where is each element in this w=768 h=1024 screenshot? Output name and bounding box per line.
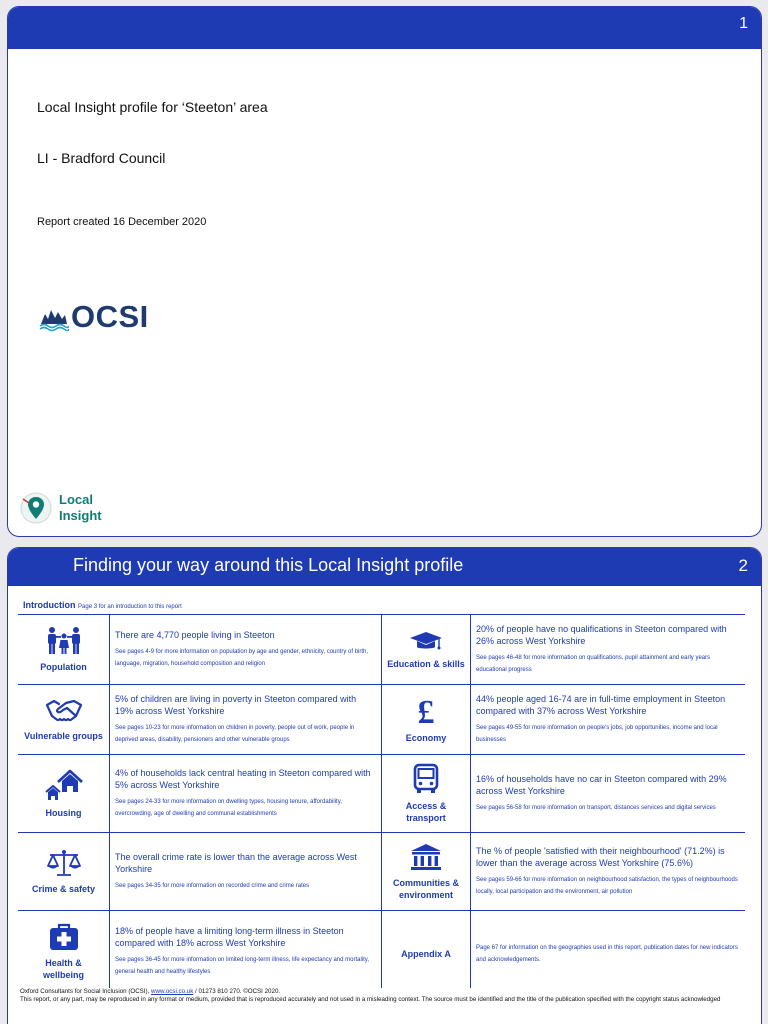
houses-icon xyxy=(44,768,84,802)
table-row xyxy=(18,911,745,991)
section-label: Economy xyxy=(405,733,447,743)
section-crime-safety[interactable] xyxy=(18,833,110,910)
summary-pages-note: See pages 59-66 for more information on neighbourhood satisfaction, the types of neighbourhoods locally, local participation and the environment, air pollution xyxy=(476,877,738,895)
page-header-bar xyxy=(8,548,761,586)
summary-pages-note: See pages 4-9 for more information on population by age and gender, ethnicity, country of birth, language, migration, household composition and religion xyxy=(115,649,369,667)
people-icon xyxy=(45,626,83,656)
report-title: Local Insight profile for ‘Steeton’ area xyxy=(37,99,268,115)
svg-text:£: £ xyxy=(417,695,435,727)
page-number: 1 xyxy=(739,15,748,32)
section-access-transport[interactable] xyxy=(382,755,471,832)
map-pin-icon xyxy=(19,491,53,525)
summary-headline: 4% of households lack central heating in Steeton compared with 5% across West Yorkshire xyxy=(115,768,371,790)
summary-headline: 20% of people have no qualifications in Steeton compared with 26% across West Yorkshire xyxy=(476,624,727,646)
building-columns-icon xyxy=(409,842,443,872)
section-communities-environment[interactable] xyxy=(382,833,471,910)
section-housing[interactable] xyxy=(18,755,110,832)
section-label-line2: transport xyxy=(406,813,446,823)
local-insight-logo xyxy=(19,491,102,525)
summary-headline: 18% of people have a limiting long-term illness in Steeton compared with 18% across West Yorkshire xyxy=(115,925,344,948)
ocsi-logo xyxy=(39,301,149,332)
scales-icon xyxy=(46,848,82,878)
summary-headline: 5% of children are living in poverty in Steeton compared with 19% across West Yorkshire xyxy=(115,694,357,716)
section-label-line2: wellbeing xyxy=(42,969,84,980)
section-label-line1: Access & xyxy=(405,801,447,811)
section-summary xyxy=(471,685,745,754)
summary-pages-note: See pages 36-45 for more information on limited long-term illness, life expectancy and mortality, general health and healthy lifestyles xyxy=(115,956,370,975)
section-vulnerable-groups[interactable] xyxy=(18,685,110,754)
section-label: Crime & safety xyxy=(31,884,96,894)
first-aid-kit-icon xyxy=(48,922,80,952)
section-label: Vulnerable groups xyxy=(24,731,103,741)
ocsi-wave-icon xyxy=(39,302,69,332)
section-label: Housing xyxy=(45,808,82,818)
summary-headline: The overall crime rate is lower than the average across West Yorkshire xyxy=(115,852,357,874)
local-insight-logo-line2: Insight xyxy=(59,508,102,523)
section-summary xyxy=(471,615,745,684)
introduction-note: Page 3 for an introduction to this report xyxy=(78,604,182,610)
table-row xyxy=(18,755,745,833)
local-insight-logo-line1: Local xyxy=(59,492,93,507)
section-education-skills[interactable] xyxy=(382,615,471,684)
table-row xyxy=(18,685,745,755)
bus-icon xyxy=(412,763,440,795)
section-summary xyxy=(110,685,382,754)
summary-headline: 44% people aged 16-74 are in full-time employment in Steeton compared with 37% across West Yorkshire xyxy=(476,694,726,716)
summary-pages-note: See pages 56-58 for more information on transport, distances services and digital services xyxy=(476,805,716,811)
page-number: 2 xyxy=(738,556,748,575)
section-summary xyxy=(110,833,382,910)
section-summary xyxy=(471,911,745,991)
report-date: Report created 16 December 2020 xyxy=(37,216,207,228)
section-health-wellbeing[interactable] xyxy=(18,911,110,991)
summary-pages-note: Page 67 for information on the geographies used in this report, publication dates for new indicators and acknowledgements. xyxy=(476,944,738,963)
ocsi-logo-text: OCSI xyxy=(71,299,149,334)
footer-reproduction-notice: This report, or any part, may be reproduced in any format or medium, provided that is reproduced accurately and not used in a misleading context. The source must be identified and the title of the publication specified with the copyright status acknowledged xyxy=(20,996,721,1003)
section-summary xyxy=(110,615,382,684)
summary-pages-note: See pages 46-48 for more information on qualifications, pupil attainment and early years educational progress xyxy=(476,655,711,673)
pound-sign-icon xyxy=(412,695,440,727)
section-label-line2: environment xyxy=(398,890,453,900)
graduation-cap-icon xyxy=(408,629,444,653)
summary-headline: The % of people 'satisfied with their neighbourhood' (71.2%) is lower than the average across West Yorkshire (75.6%) xyxy=(476,846,725,868)
footer-contact: / 01273 810 270. ©OCSI 2020. xyxy=(193,988,281,995)
footer-org: Oxford Consultants for Social Inclusion (OCSI), xyxy=(20,988,152,995)
section-label: Population xyxy=(40,662,87,672)
section-summary xyxy=(471,755,745,832)
section-appendix-a[interactable] xyxy=(382,911,471,991)
ocsi-website-link[interactable]: www.ocsi.co.uk xyxy=(151,988,194,995)
page-title: Finding your way around this Local Insight profile xyxy=(73,555,464,575)
table-row xyxy=(18,833,745,911)
copyright-footer xyxy=(20,988,727,1004)
section-label-line1: Communities & xyxy=(392,878,459,888)
section-population[interactable] xyxy=(18,615,110,684)
introduction-heading: Introduction xyxy=(23,600,76,610)
section-label: Appendix A xyxy=(401,948,451,959)
council-name: LI - Bradford Council xyxy=(37,150,166,166)
summary-pages-note: See pages 10-23 for more information on children in poverty, people out of work, people in deprived areas, disability, pensioners and other vulnerable groups xyxy=(115,725,355,743)
section-summary xyxy=(110,911,382,991)
section-summary xyxy=(471,833,745,910)
page-header-bar xyxy=(8,7,761,49)
summary-headline: 16% of households have no car in Steeton compared with 29% across West Yorkshire xyxy=(476,774,727,796)
section-label: Education & skills xyxy=(387,659,465,669)
handshake-icon xyxy=(45,697,83,725)
summary-headline: There are 4,770 people living in Steeton xyxy=(115,630,275,640)
section-economy[interactable] xyxy=(382,685,471,754)
navigation-page xyxy=(7,547,762,1024)
introduction-link[interactable] xyxy=(23,600,182,610)
summary-pages-note: See pages 24-33 for more information on dwelling types, housing tenure, affordability, overcrowding, age of dwelling and communal establishments xyxy=(115,799,342,817)
report-cover-page xyxy=(7,6,762,537)
summary-pages-note: See pages 49-55 for more information on people's jobs, job opportunities, income and local businesses xyxy=(476,725,718,743)
summary-pages-note: See pages 34-35 for more information on recorded crime and crime rates xyxy=(115,883,310,889)
section-summary xyxy=(110,755,382,832)
sections-table xyxy=(18,614,745,991)
table-row xyxy=(18,615,745,685)
section-label-line1: Health & xyxy=(45,957,82,968)
